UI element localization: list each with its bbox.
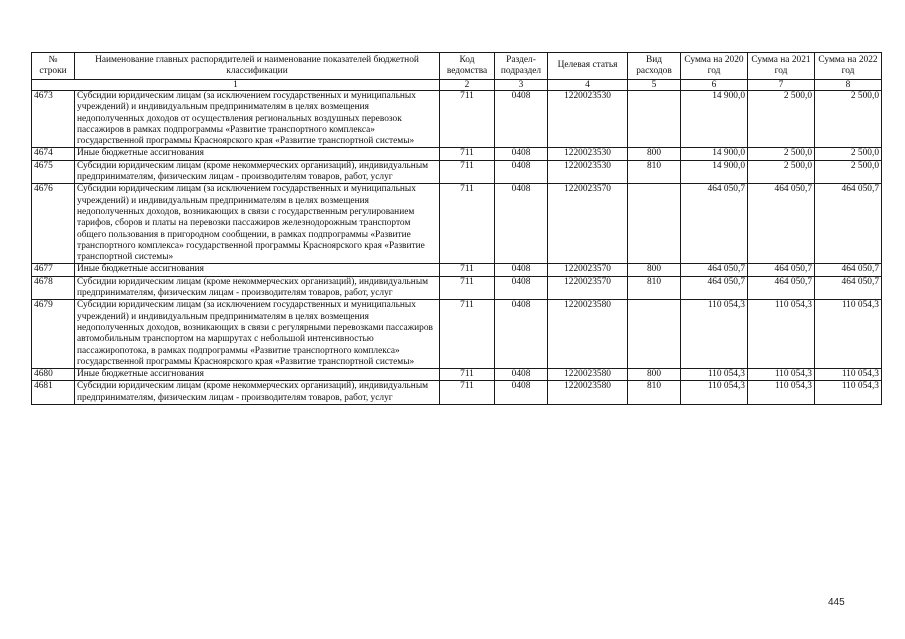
table-row: [32, 381, 882, 405]
target-article-cell: 1220023580: [548, 381, 628, 405]
header-row-number: № строки: [32, 53, 75, 80]
section-cell: 0408: [495, 300, 548, 369]
header-sum-2020: Сумма на 2020 год: [681, 53, 748, 80]
dept-code-cell: 711: [440, 264, 495, 276]
section-cell: 0408: [495, 369, 548, 381]
target-article-cell: 1220023530: [548, 160, 628, 184]
sum-2020-cell: 14 900,0: [681, 148, 748, 160]
target-article-cell: 1220023570: [548, 264, 628, 276]
row-number-cell: 4680: [32, 369, 75, 381]
target-article-cell: 1220023570: [548, 276, 628, 300]
sum-2020-cell: 110 054,3: [681, 369, 748, 381]
target-article-cell: 1220023570: [548, 184, 628, 264]
header-dept-code: Код ведомства: [440, 53, 495, 80]
table-row: [32, 276, 882, 300]
expense-kind-cell: 800: [628, 148, 681, 160]
dept-code-cell: 711: [440, 381, 495, 405]
column-number: 7: [748, 80, 815, 91]
dept-code-cell: 711: [440, 276, 495, 300]
sum-2020-cell: 464 050,7: [681, 276, 748, 300]
table-row: [32, 160, 882, 184]
sum-2022-cell: 464 050,7: [815, 276, 882, 300]
sum-2022-cell: 110 054,3: [815, 369, 882, 381]
sum-2021-cell: 464 050,7: [748, 184, 815, 264]
row-number-cell: 4675: [32, 160, 75, 184]
sum-2020-cell: 464 050,7: [681, 184, 748, 264]
budget-table: [31, 52, 882, 405]
target-article-cell: 1220023530: [548, 91, 628, 148]
sum-2021-cell: 2 500,0: [748, 91, 815, 148]
dept-code-cell: 711: [440, 300, 495, 369]
row-number-cell: 4678: [32, 276, 75, 300]
header-expense-kind: Вид расходов: [628, 53, 681, 80]
section-cell: 0408: [495, 160, 548, 184]
target-article-cell: 1220023580: [548, 369, 628, 381]
section-cell: 0408: [495, 91, 548, 148]
sum-2021-cell: 2 500,0: [748, 148, 815, 160]
table-header-row: [32, 53, 882, 80]
table-row: [32, 148, 882, 160]
table-row: [32, 300, 882, 369]
indicator-name-cell: Субсидии юридическим лицам (кроме некоммерческих организаций), индивидуальным предпринимателям, физическим лицам - производителям товаров, работ, услуг: [75, 381, 440, 405]
sum-2022-cell: 464 050,7: [815, 264, 882, 276]
header-target: Целевая статья: [548, 53, 628, 80]
section-cell: 0408: [495, 264, 548, 276]
column-number: 4: [548, 80, 628, 91]
column-number: 2: [440, 80, 495, 91]
expense-kind-cell: 810: [628, 381, 681, 405]
column-number: 8: [815, 80, 882, 91]
section-cell: 0408: [495, 381, 548, 405]
expense-kind-cell: 800: [628, 369, 681, 381]
table-row: [32, 91, 882, 148]
row-number-cell: 4679: [32, 300, 75, 369]
sum-2022-cell: 464 050,7: [815, 184, 882, 264]
column-number: 5: [628, 80, 681, 91]
indicator-name-cell: Иные бюджетные ассигнования: [75, 148, 440, 160]
indicator-name-cell: Субсидии юридическим лицам (кроме некоммерческих организаций), индивидуальным предпринимателям, физическим лицам - производителям товаров, работ, услуг: [75, 160, 440, 184]
table-row: [32, 369, 882, 381]
budget-document: [31, 52, 882, 405]
row-number-cell: 4677: [32, 264, 75, 276]
target-article-cell: 1220023530: [548, 148, 628, 160]
section-cell: 0408: [495, 276, 548, 300]
sum-2021-cell: 110 054,3: [748, 300, 815, 369]
expense-kind-cell: 810: [628, 160, 681, 184]
column-number: 1: [32, 80, 440, 91]
dept-code-cell: 711: [440, 369, 495, 381]
expense-kind-cell: 810: [628, 276, 681, 300]
header-sum-2022: Сумма на 2022 год: [815, 53, 882, 80]
section-cell: 0408: [495, 148, 548, 160]
dept-code-cell: 711: [440, 184, 495, 264]
sum-2020-cell: 110 054,3: [681, 300, 748, 369]
sum-2021-cell: 110 054,3: [748, 369, 815, 381]
header-sum-2021: Сумма на 2021 год: [748, 53, 815, 80]
table-row: [32, 264, 882, 276]
sum-2021-cell: 110 054,3: [748, 381, 815, 405]
indicator-name-cell: Иные бюджетные ассигнования: [75, 369, 440, 381]
indicator-name-cell: Субсидии юридическим лицам (кроме некоммерческих организаций), индивидуальным предпринимателям, физическим лицам - производителям товаров, работ, услуг: [75, 276, 440, 300]
dept-code-cell: 711: [440, 148, 495, 160]
sum-2020-cell: 14 900,0: [681, 160, 748, 184]
row-number-cell: 4673: [32, 91, 75, 148]
section-cell: 0408: [495, 184, 548, 264]
page-number: 445: [828, 597, 845, 608]
expense-kind-cell: 800: [628, 264, 681, 276]
indicator-name-cell: Субсидии юридическим лицам (за исключением государственных и муниципальных учреждений) и индивидуальным предпринимателям в целях возмещения недополученных доходов, возникающих в связи с государственным регулированием тарифов, сборов и платы на перевозки пассажиров железнодорожным транспортом общего пользования в пригородном сообщении, в рамках подпрограммы «Развитие транспортного комплекса» государственной программы Красноярского края «Развитие транспортной системы»: [75, 184, 440, 264]
sum-2022-cell: 110 054,3: [815, 381, 882, 405]
sum-2020-cell: 464 050,7: [681, 264, 748, 276]
sum-2020-cell: 14 900,0: [681, 91, 748, 148]
sum-2021-cell: 2 500,0: [748, 160, 815, 184]
dept-code-cell: 711: [440, 160, 495, 184]
column-number: 6: [681, 80, 748, 91]
expense-kind-cell: [628, 184, 681, 264]
table-row: [32, 184, 882, 264]
column-number: 3: [495, 80, 548, 91]
indicator-name-cell: Иные бюджетные ассигнования: [75, 264, 440, 276]
expense-kind-cell: [628, 91, 681, 148]
indicator-name-cell: Субсидии юридическим лицам (за исключением государственных и муниципальных учреждений) и индивидуальным предпринимателям в целях возмещения недополученных доходов от осуществления региональных воздушных перевозок пассажиров в рамках подпрограммы «Развитие транспортного комплекса» государственной программы Красноярского края «Развитие транспортной системы»: [75, 91, 440, 148]
sum-2022-cell: 2 500,0: [815, 160, 882, 184]
sum-2022-cell: 2 500,0: [815, 148, 882, 160]
sum-2021-cell: 464 050,7: [748, 276, 815, 300]
sum-2020-cell: 110 054,3: [681, 381, 748, 405]
target-article-cell: 1220023580: [548, 300, 628, 369]
sum-2022-cell: 110 054,3: [815, 300, 882, 369]
header-section: Раздел-подраздел: [495, 53, 548, 80]
sum-2021-cell: 464 050,7: [748, 264, 815, 276]
sum-2022-cell: 2 500,0: [815, 91, 882, 148]
column-number-row: [32, 80, 882, 91]
header-name: Наименование главных распорядителей и наименование показателей бюджетной классификации: [75, 53, 440, 80]
row-number-cell: 4681: [32, 381, 75, 405]
expense-kind-cell: [628, 300, 681, 369]
row-number-cell: 4674: [32, 148, 75, 160]
row-number-cell: 4676: [32, 184, 75, 264]
dept-code-cell: 711: [440, 91, 495, 148]
indicator-name-cell: Субсидии юридическим лицам (за исключением государственных и муниципальных учреждений) и индивидуальным предпринимателям в целях возмещения недополученных доходов, возникающих в связи с регулярными перевозками пассажиров автомобильным транспортом на маршрутах с небольшой интенсивностью пассажиропотока, в рамках подпрограммы «Развитие транспортного комплекса» государственной программы Красноярского края «Развитие транспортной системы»: [75, 300, 440, 369]
table-body: [32, 91, 882, 405]
